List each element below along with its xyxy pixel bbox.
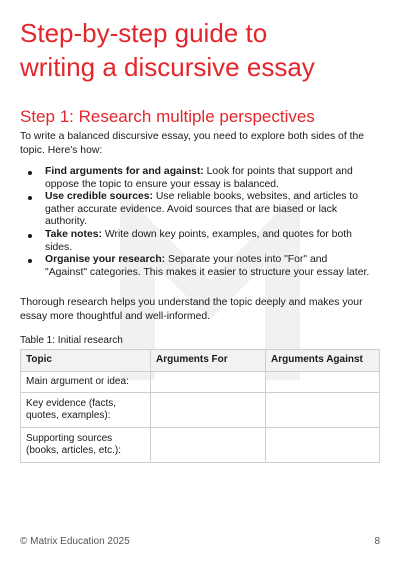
page-title-line-2: writing a discursive essay — [20, 52, 315, 82]
intro-paragraph: To write a balanced discursive essay, you need to explore both sides of the topic. Here's how: — [20, 131, 365, 156]
research-tips-list — [20, 166, 372, 279]
table-row — [21, 393, 380, 428]
bullet-text: Write down key points, examples, and quotes for both sides. — [45, 228, 352, 253]
arguments-against-cell[interactable] — [266, 393, 380, 428]
summary-paragraph: Thorough research helps you understand the topic deeply and makes your essay more thoughtful and well-informed. — [20, 297, 363, 322]
bullet-term: Find arguments for and against: — [45, 166, 204, 177]
table-caption: Table 1: Initial research — [20, 335, 123, 346]
bullet-text: Look for points that support and oppose the topic to ensure your essay is balanced. — [45, 166, 353, 190]
bullet-term: Take notes: — [45, 228, 102, 240]
page-title — [20, 16, 380, 84]
page-title-line-1: Step-by-step guide to — [20, 18, 268, 48]
row-label: Main argument or idea: — [21, 372, 151, 393]
bullet-icon — [28, 171, 32, 175]
list-item — [20, 229, 372, 254]
initial-research-table — [20, 349, 380, 463]
arguments-for-cell[interactable] — [151, 372, 266, 393]
bullet-icon — [28, 259, 32, 263]
arguments-against-cell[interactable] — [266, 428, 380, 463]
page-number: 8 — [374, 536, 380, 547]
header-topic: Topic — [21, 350, 151, 372]
arguments-against-cell[interactable] — [266, 372, 380, 393]
table-header-row — [21, 350, 380, 372]
bullet-text: Use reliable books, websites, and articles to gather accurate evidence. Avoid sources that are biased or lack authority. — [45, 191, 359, 228]
arguments-for-cell[interactable] — [151, 428, 266, 463]
bullet-text: Separate your notes into "For" and "Against" categories. This makes it easier to structure your essay later. — [45, 254, 370, 278]
footer-copyright: © Matrix Education 2025 — [20, 536, 130, 547]
bullet-term: Organise your research: — [45, 254, 166, 266]
header-arguments-against: Arguments Against — [266, 350, 380, 372]
bullet-term: Use credible sources: — [45, 191, 153, 203]
list-item — [20, 191, 372, 229]
header-arguments-for: Arguments For — [151, 350, 266, 372]
bullet-icon — [28, 196, 32, 200]
table-row — [21, 428, 380, 463]
row-label: Supporting sources (books, articles, etc.): — [21, 428, 151, 463]
row-label: Key evidence (facts, quotes, examples): — [21, 393, 151, 428]
list-item — [20, 166, 372, 191]
list-item — [20, 254, 372, 279]
step-1-heading: Step 1: Research multiple perspectives — [20, 107, 315, 126]
arguments-for-cell[interactable] — [151, 393, 266, 428]
bullet-icon — [28, 234, 32, 238]
table-row — [21, 372, 380, 393]
